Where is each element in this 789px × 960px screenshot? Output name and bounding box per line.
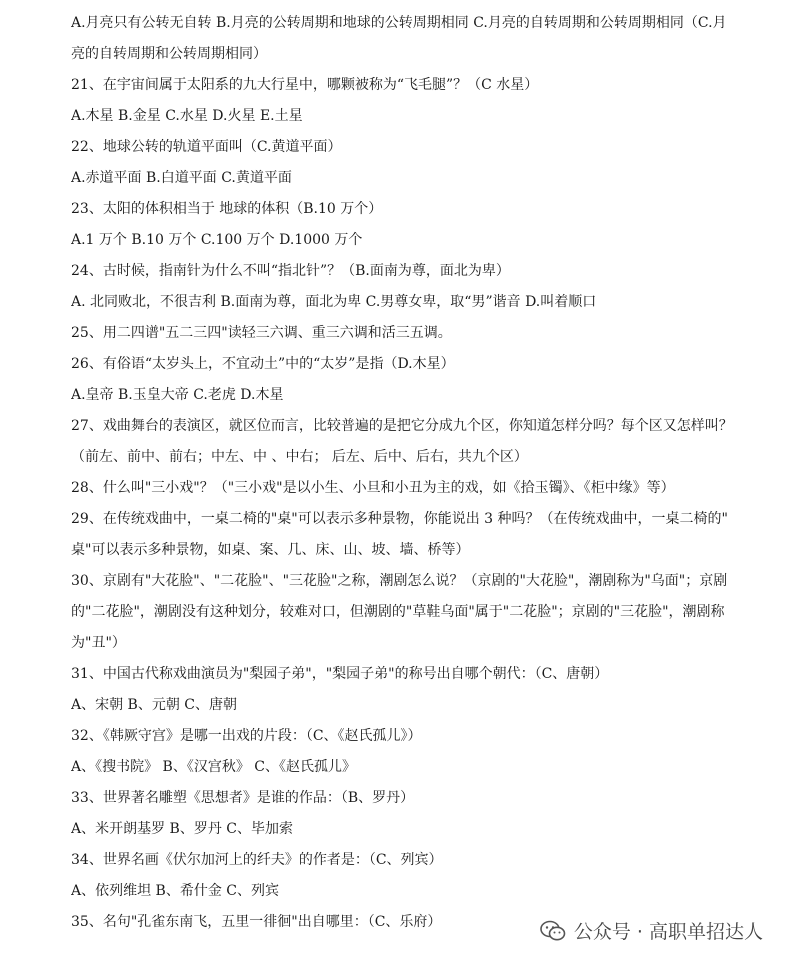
text-line: 亮的自转周期和公转周期相同）: [71, 46, 267, 62]
text-line: 30、京剧有"大花脸"、"二花脸"、"三花脸"之称，潮剧怎么说？（京剧的"大花脸"，潮剧称为"乌面"；京剧: [71, 573, 728, 589]
question-list: [71, 8, 761, 938]
text-line: 31、中国古代称戏曲演员为"梨园子弟"，"梨园子弟"的称号出自哪个朝代：（C、唐朝）: [71, 666, 609, 682]
text-line: 33、世界著名雕塑《思想者》是谁的作品：（B、罗丹）: [71, 790, 415, 806]
text-line: 29、在传统戏曲中，一桌二椅的"桌"可以表示多种景物，你能说出 3 种吗？（在传统戏曲中，一桌二椅的": [71, 511, 728, 527]
text-line: 25、用二四谱"五二三四"读轻三六调、重三六调和活三五调。: [71, 325, 452, 341]
text-line: 26、有俗语“太岁头上，不宜动土”中的“太岁”是指（D.木星）: [71, 356, 455, 372]
wechat-icon: [540, 920, 566, 942]
text-line: A.1 万个 B.10 万个 C.100 万个 D.1000 万个: [71, 232, 363, 248]
text-line: 22、地球公转的轨道平面叫（C.黄道平面）: [71, 139, 342, 155]
text-line: A、《搜书院》 B、《汉宫秋》 C、《赵氏孤儿》: [71, 759, 357, 775]
text-line: 的"二花脸"，潮剧没有这种划分，较难对口，但潮剧的"草鞋乌面"属于"二花脸"；京剧的"三花脸"，潮剧称: [71, 604, 725, 620]
text-line: A. 北同败北，不很吉利 B.面南为尊，面北为卑 C.男尊女卑，取“男”谐音 D.叫着顺口: [71, 294, 597, 310]
text-line: A、米开朗基罗 B、罗丹 C、毕加索: [71, 821, 294, 837]
text-line: A、依列维坦 B、希什金 C、列宾: [71, 883, 280, 899]
text-line: （前左、前中、前右；中左、中 、中右； 后左、后中、后右，共九个区）: [71, 449, 528, 465]
text-line: 为"丑"）: [71, 635, 126, 651]
text-line: 桌"可以表示多种景物，如桌、案、几、床、山、坡、墙、桥等）: [71, 542, 470, 558]
text-line: A.木星 B.金星 C.水星 D.火星 E.土星: [71, 108, 303, 124]
text-line: A.月亮只有公转无自转 B.月亮的公转周期和地球的公转周期相同 C.月亮的自转周期和公转周期相同（C.月: [71, 15, 727, 31]
watermark-text: 公众号 · 高职单招达人: [573, 921, 763, 943]
text-line: 27、戏曲舞台的表演区，就区位而言，比较普遍的是把它分成九个区，你知道怎样分吗？每个区又怎样叫？: [71, 418, 733, 434]
text-line: 34、世界名画《伏尔加河上的纤夫》的作者是：（C、列宾）: [71, 852, 443, 868]
text-line: 23、太阳的体积相当于 地球的体积（B.10 万个）: [71, 201, 383, 217]
watermark: [540, 917, 763, 944]
text-line: A.赤道平面 B.白道平面 C.黄道平面: [71, 170, 292, 186]
text-line: 24、古时候，指南针为什么不叫“指北针”？（B.面南为尊，面北为卑）: [71, 263, 510, 279]
text-line: 21、在宇宙间属于太阳系的九大行星中，哪颗被称为“飞毛腿”？（C 水星）: [71, 77, 539, 93]
text-line: 35、名句"孔雀东南飞，五里一徘徊"出自哪里：（C、乐府）: [71, 914, 442, 930]
text-line: A.皇帝 B.玉皇大帝 C.老虎 D.木星: [71, 387, 284, 403]
text-line: A、宋朝 B、元朝 C、唐朝: [71, 697, 238, 713]
text-line: 32、《韩厥守宫》是哪一出戏的片段：（C、《赵氏孤儿》）: [71, 728, 422, 744]
text-line: 28、什么叫"三小戏"？（"三小戏"是以小生、小旦和小丑为主的戏，如《拾玉镯》、《柜中缘》等）: [71, 480, 675, 496]
